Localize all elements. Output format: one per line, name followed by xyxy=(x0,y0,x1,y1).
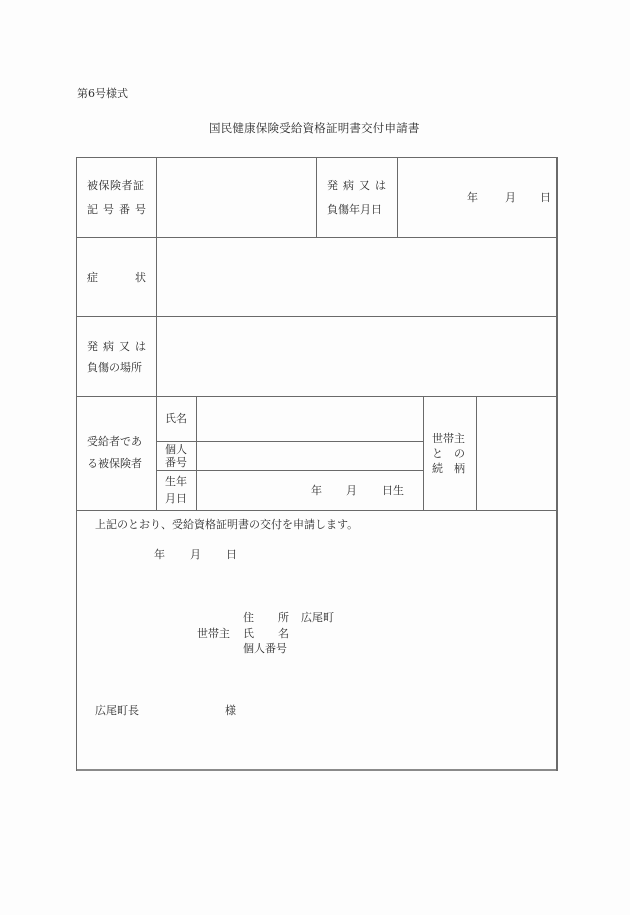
recipient-label-line2: る被保険者 xyxy=(87,457,142,470)
label-char: 又 xyxy=(119,340,130,353)
form-title: 国民健康保険受給資格証明書交付申請書 xyxy=(209,121,420,135)
relationship-label-line2 xyxy=(432,448,465,459)
onset-date-month-unit: 月 xyxy=(505,191,516,204)
place-label-line1 xyxy=(87,341,146,352)
householder-label: 世帯主 xyxy=(197,627,230,640)
insurance-card-label-line1: 被保険者証 xyxy=(87,179,145,192)
application-date-day-unit: 日 xyxy=(226,548,237,561)
name-label: 氏名 xyxy=(165,412,187,425)
application-date-year-unit: 年 xyxy=(154,548,165,561)
label-char: は xyxy=(135,340,146,353)
label-char: 発 xyxy=(87,340,98,353)
label-char: 状 xyxy=(135,271,146,284)
label-char: 続 xyxy=(432,462,443,475)
declaration-statement: 上記のとおり、受給資格証明書の交付を申請します。 xyxy=(95,518,359,531)
place-of-onset-field[interactable] xyxy=(157,317,555,395)
address-label xyxy=(243,612,289,623)
label-char: は xyxy=(375,179,386,192)
birthdate-month-unit: 月 xyxy=(346,484,357,497)
label-char: 所 xyxy=(278,611,289,624)
table-border-right xyxy=(556,157,558,771)
label-char: 号 xyxy=(135,203,146,216)
individual-number-label-line1: 個人 xyxy=(165,443,187,456)
label-char: 記 xyxy=(87,203,98,216)
birthdate-label-line2: 月日 xyxy=(165,492,187,505)
insurance-card-number-field[interactable] xyxy=(157,158,315,236)
birthdate-day-unit: 日生 xyxy=(382,484,404,497)
label-char: 番 xyxy=(119,203,130,216)
onset-date-label-line2: 負傷年月日 xyxy=(327,203,382,216)
relationship-label-line3 xyxy=(432,463,465,474)
label-char: と xyxy=(432,447,443,460)
insurance-card-label-line2 xyxy=(87,204,146,215)
onset-date-year-unit: 年 xyxy=(467,191,478,204)
individual-number-label-line2: 番号 xyxy=(165,456,187,469)
label-char: 病 xyxy=(103,340,114,353)
recipient-individual-number-field[interactable] xyxy=(197,442,422,469)
label-char: 症 xyxy=(87,271,98,284)
place-label-line2: 負傷の場所 xyxy=(87,361,142,374)
birthdate-label-line1: 生年 xyxy=(165,475,187,488)
label-char: 発 xyxy=(327,179,338,192)
householder-name-field[interactable] xyxy=(300,626,500,641)
relationship-field[interactable] xyxy=(477,397,555,509)
row1-divider-a xyxy=(316,157,317,237)
row4-relationship-divider-a xyxy=(423,396,424,510)
honorific: 様 xyxy=(225,704,236,717)
addressee: 広尾町長 xyxy=(95,704,139,717)
label-char: 病 xyxy=(343,179,354,192)
householder-individual-number-field[interactable] xyxy=(300,641,500,656)
label-char: 氏 xyxy=(243,627,254,640)
label-char: 柄 xyxy=(454,462,465,475)
symptoms-field[interactable] xyxy=(157,238,555,315)
table-border-left xyxy=(76,157,77,771)
address-value[interactable]: 広尾町 xyxy=(301,611,334,624)
symptoms-label xyxy=(87,272,146,283)
row-divider-4 xyxy=(76,510,557,511)
label-char: 号 xyxy=(103,203,114,216)
onset-date-label-line1 xyxy=(327,180,386,191)
householder-name-label xyxy=(243,628,289,639)
application-date-month-unit: 月 xyxy=(190,548,201,561)
label-char: 名 xyxy=(278,627,289,640)
label-char: 又 xyxy=(359,179,370,192)
birthdate-year-unit: 年 xyxy=(311,484,322,497)
table-border-bottom xyxy=(76,769,557,771)
householder-individual-number-label: 個人番号 xyxy=(243,642,287,655)
recipient-name-field[interactable] xyxy=(197,397,422,440)
form-number: 第6号様式 xyxy=(77,87,128,100)
relationship-label-line1: 世帯主 xyxy=(432,432,465,445)
onset-date-day-unit: 日 xyxy=(540,191,551,204)
label-char: 住 xyxy=(243,611,254,624)
label-char: の xyxy=(454,447,465,460)
recipient-label-line1: 受給者であ xyxy=(87,435,142,448)
